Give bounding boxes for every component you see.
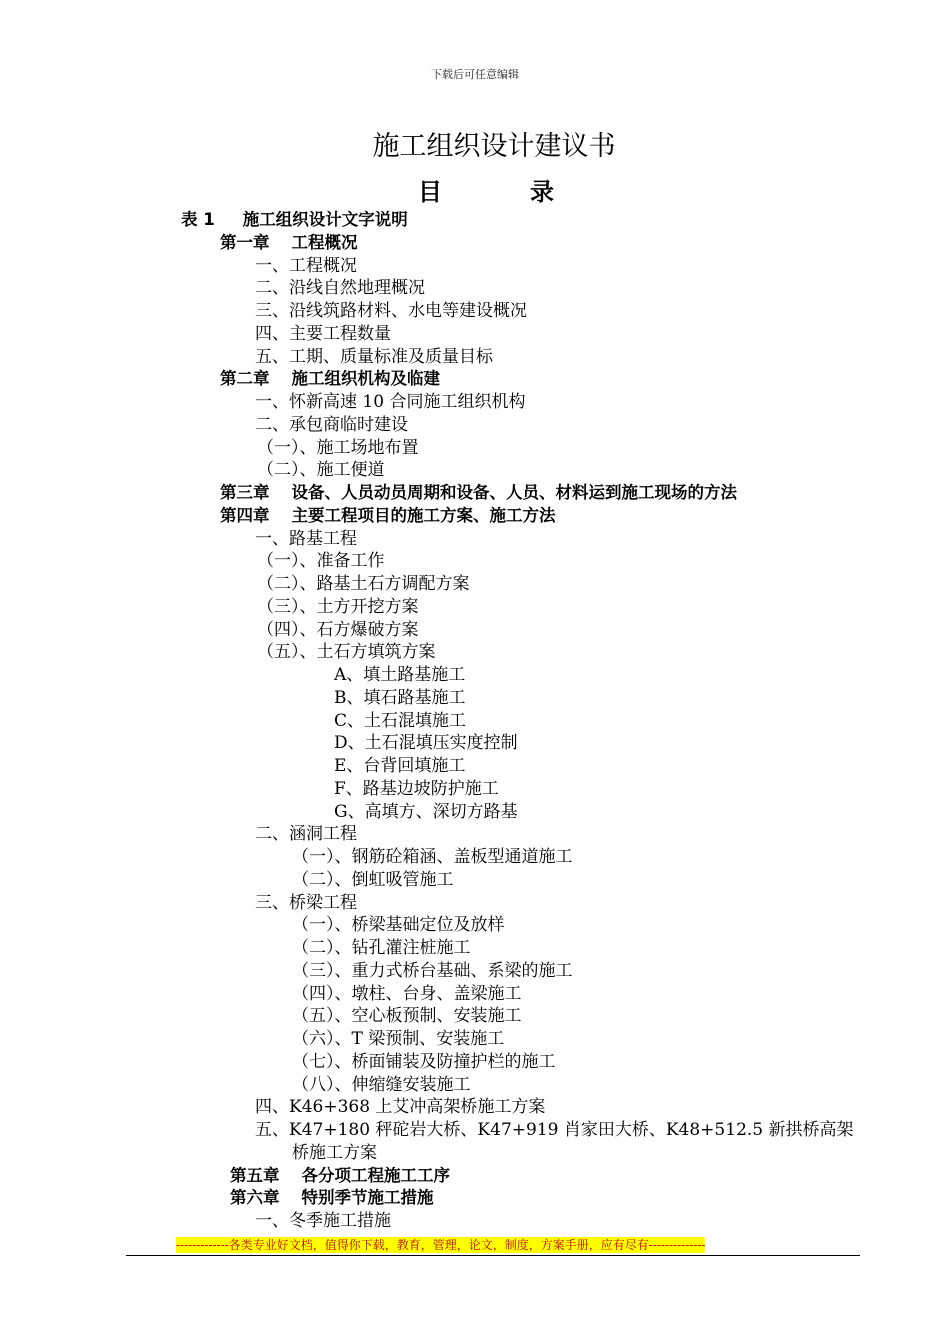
toc-entry: [257, 437, 419, 459]
toc-entry: [255, 528, 357, 550]
toc-entry-label: （一）、桥梁基础定位及放样: [292, 915, 505, 936]
toc-entry-label: 第六章: [230, 1188, 280, 1208]
toc-entry: [255, 1210, 391, 1232]
toc-entry-label: （五）、土石方填筑方案: [257, 642, 436, 663]
toc-entry-title: 施工组织机构及临建: [291, 369, 440, 389]
toc-entry: [255, 255, 357, 277]
toc-entry-label: 一、工程概况: [255, 255, 357, 276]
toc-entry-label: 桥施工方案: [292, 1142, 377, 1163]
toc-entry-label: 二、涵洞工程: [255, 824, 357, 845]
toc-heading-left: 目: [418, 178, 442, 206]
toc-entry: [334, 687, 466, 709]
toc-entry-label: （一）、钢筋砼箱涵、盖板型通道施工: [292, 847, 573, 867]
toc-entry: [334, 778, 499, 800]
toc-entry-label: B、填石路基施工: [334, 687, 466, 708]
toc-entry: [292, 937, 471, 959]
toc-entry-label: 第四章: [220, 505, 270, 525]
toc-entry: [255, 300, 527, 322]
toc-entry: [292, 846, 573, 868]
toc-entry: [220, 505, 556, 527]
toc-entry-title: 施工组织设计文字说明: [242, 210, 408, 229]
header-note: 下载后可任意编辑: [431, 68, 519, 81]
toc-entry: [220, 368, 440, 390]
toc-entry: [292, 1005, 522, 1027]
toc-entry: [292, 914, 505, 936]
toc-entry-label: 三、桥梁工程: [255, 892, 357, 913]
toc-entry: [334, 732, 518, 754]
toc-entry-label: （二）、路基土石方调配方案: [257, 574, 470, 594]
toc-entry: [292, 983, 522, 1005]
document-title: 施工组织设计建议书: [372, 131, 616, 162]
toc-entry: [255, 414, 408, 436]
toc-entry-label: 第二章: [220, 369, 270, 389]
toc-entry: [220, 482, 737, 504]
toc-entry-label: （六）、T 梁预制、安装施工: [292, 1029, 505, 1049]
toc-entry: [257, 573, 470, 595]
toc-entry: [255, 277, 425, 299]
toc-entry-label: （二）、钻孔灌注桩施工: [292, 938, 471, 958]
toc-entry: [334, 755, 465, 777]
toc-entry-label: （四）、墩柱、台身、盖梁施工: [292, 983, 522, 1004]
toc-entry: [255, 323, 391, 345]
toc-entry-label: 表 1: [181, 210, 215, 229]
toc-entry: [257, 641, 436, 663]
toc-entry-label: D、土石混填压实度控制: [334, 733, 518, 754]
toc-entry-title: 设备、人员动员周期和设备、人员、材料运到施工现场的方法: [291, 483, 737, 502]
toc-entry-title: 各分项工程施工工序: [301, 1165, 450, 1185]
toc-entry-label: G、高填方、深切方路基: [334, 801, 518, 822]
toc-entry: [255, 892, 357, 914]
footer-banner: -------------各类专业好文档，值得你下载，教育，管理，论文，制度，方案手册，应有尽有--------------: [176, 1238, 706, 1252]
toc-entry-label: （三）、土方开挖方案: [257, 596, 419, 617]
toc-entry: [230, 1165, 450, 1187]
toc-entry: [257, 596, 419, 618]
toc-entry-label: （一）、准备工作: [257, 551, 385, 572]
toc-entry-label: 五、工期、质量标准及质量目标: [255, 346, 493, 367]
toc-entry-label: （四）、石方爆破方案: [257, 619, 419, 640]
toc-entry: [334, 664, 465, 686]
toc-entry: [257, 459, 385, 481]
toc-heading-right: 录: [530, 178, 554, 206]
toc-entry-label: 五、K47+180 秤砣岩大桥、K47+919 肖家田大桥、K48+512.5 新拱桥高架: [255, 1120, 854, 1140]
toc-entry-label: 三、沿线筑路材料、水电等建设概况: [255, 301, 527, 321]
toc-entry-label: （二）、倒虹吸管施工: [292, 869, 454, 890]
toc-entry-label: E、台背回填施工: [334, 756, 466, 776]
toc-entry-label: （七）、桥面铺装及防撞护栏的施工: [292, 1051, 556, 1072]
toc-entry-title: 特别季节施工措施: [301, 1188, 434, 1208]
toc-entry-label: 一、路基工程: [255, 528, 357, 549]
toc-entry-label: 第五章: [230, 1165, 280, 1185]
toc-entry: [255, 1119, 854, 1141]
toc-entry-label: 二、沿线自然地理概况: [255, 278, 425, 299]
toc-entry: [255, 346, 493, 368]
toc-entry: [255, 391, 525, 413]
toc-heading: [418, 172, 554, 207]
toc-entry: [292, 960, 573, 982]
toc-entry: [255, 823, 357, 845]
toc-entry: [257, 619, 419, 641]
toc-entry-label: 第三章: [220, 483, 270, 502]
toc-entry: [292, 869, 454, 891]
toc-entry-label: 一、冬季施工措施: [255, 1211, 391, 1231]
toc-entry: [334, 801, 518, 823]
toc-entry: [181, 209, 408, 231]
toc-entry-title: 主要工程项目的施工方案、施工方法: [291, 505, 556, 525]
toc-entry-title: 工程概况: [291, 232, 358, 252]
footer-divider: [126, 1255, 860, 1256]
toc-entry: [230, 1187, 434, 1209]
toc-entry-label: （一）、施工场地布置: [257, 437, 419, 458]
toc-entry: [257, 550, 385, 572]
toc-entry-label: 一、怀新高速 10 合同施工组织机构: [255, 392, 526, 412]
toc-entry-label: （五）、空心板预制、安装施工: [292, 1006, 522, 1027]
toc-entry-label: 四、主要工程数量: [255, 323, 391, 344]
toc-entry: [255, 1096, 545, 1118]
toc-entry: [292, 1051, 556, 1073]
toc-entry-label: 四、K46+368 上艾冲高架桥施工方案: [255, 1097, 546, 1118]
toc-entry-label: （八）、伸缩缝安装施工: [292, 1074, 471, 1095]
toc-entry-label: 第一章: [220, 232, 270, 252]
toc-entry: [220, 232, 358, 254]
toc-entry-label: F、路基边坡防护施工: [334, 778, 499, 799]
toc-entry: [292, 1074, 471, 1096]
toc-entry-label: 二、承包商临时建设: [255, 414, 408, 435]
toc-entry-label: （三）、重力式桥台基础、系梁的施工: [292, 960, 573, 981]
toc-entry-label: （二）、施工便道: [257, 460, 385, 481]
toc-entry-label: A、填土路基施工: [334, 665, 466, 685]
toc-entry: [292, 1142, 377, 1164]
toc-entry-label: C、土石混填施工: [334, 710, 467, 731]
toc-entry: [334, 710, 466, 732]
toc-entry: [292, 1028, 504, 1050]
